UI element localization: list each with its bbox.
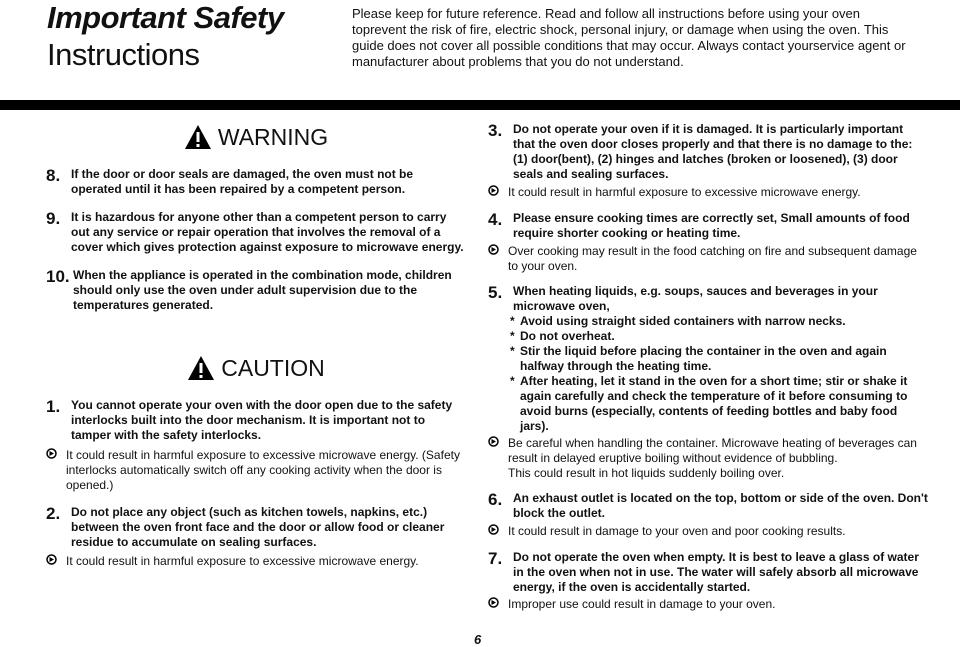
caution-heading-text: CAUTION: [221, 354, 325, 381]
item-text: You cannot operate your oven with the door open due to the safety interlocks built into the door mechanism. It is important not to tamper with the safety interlocks.: [71, 398, 453, 442]
item-5: [488, 284, 928, 314]
bullet-text: [508, 436, 928, 481]
item-5-star-4: * After heating, let it stand in the oven for a short time; stir or shake it again carefully and check the temperature of it before consuming to avoid burns (especially, contents of feeding bottles and baby food jars).: [488, 374, 928, 434]
item-number: 2.: [46, 504, 61, 523]
item-4-bullet: [488, 244, 928, 274]
item-3-bullet: [488, 185, 928, 201]
item-number: 9.: [46, 209, 61, 228]
item-7-bullet: [488, 597, 928, 613]
caution-item-2-bullet: [46, 554, 466, 570]
arrow-circle-icon: [46, 554, 66, 570]
warning-triangle-icon: [184, 124, 212, 150]
item-5-star-1: * Avoid using straight sided containers with narrow necks.: [488, 314, 928, 329]
item-text: If the door or door seals are damaged, the oven must not be operated until it has been repaired by a competent person.: [71, 167, 414, 196]
star-text: Stir the liquid before placing the container in the oven and again halfway through the heating time.: [520, 344, 887, 373]
item-number: 8.: [46, 166, 61, 185]
caution-item-1: [46, 398, 466, 443]
caution-heading: [106, 353, 406, 383]
item-5-star-3: * Stir the liquid before placing the container in the oven and again halfway through the heating time.: [488, 344, 928, 374]
item-text: Do not operate the oven when empty. It is best to leave a glass of water in the oven when not in use. The water will safely absorb all microwave energy, if the oven is accidentally started.: [513, 550, 919, 594]
warning-item-9: [46, 210, 466, 255]
item-number: 4.: [488, 210, 503, 229]
title-line-1: Important Safety: [47, 0, 284, 35]
item-6-bullet: [488, 524, 928, 540]
bullet-text: Over cooking may result in the food catching on fire and subsequent damage to your oven.: [508, 244, 917, 273]
item-number: 10.: [46, 267, 70, 286]
bullet-text-extra: This could result in hot liquids suddenly boiling over.: [508, 466, 785, 480]
item-3: [488, 122, 928, 182]
arrow-circle-icon: [488, 597, 508, 613]
intro-paragraph: Please keep for future reference. Read and follow all instructions before using your oven toprevent the risk of fire, electric shock, personal injury, or damage when using the oven. This guide does not cover all possible conditions that may occur. Always contact yourservice agent or manufacturer about problems that you do not understand.: [352, 6, 906, 69]
warning-heading: [106, 122, 406, 152]
star-text: Avoid using straight sided containers with narrow necks.: [520, 314, 846, 328]
caution-item-1-bullet: [46, 448, 466, 493]
arrow-circle-icon: [46, 448, 66, 493]
item-number: 6.: [488, 490, 503, 509]
item-text: Do not place any object (such as kitchen towels, napkins, etc.) between the oven front face and the door or allow food or cleaner residue to accumulate on sealing surfaces.: [71, 505, 445, 549]
right-column: [488, 122, 928, 613]
bullet-text: Improper use could result in damage to your oven.: [508, 597, 776, 611]
title-line-2: Instructions: [47, 37, 200, 72]
arrow-circle-icon: [488, 185, 508, 201]
item-7: [488, 550, 928, 595]
star-text: Do not overheat.: [520, 329, 615, 343]
bullet-text-main: Be careful when handling the container. Microwave heating of beverages can result in delayed eruptive boiling without evidence of bubbling.: [508, 436, 917, 465]
left-column: [46, 122, 466, 570]
item-5-star-2: * Do not overheat.: [488, 329, 928, 344]
bullet-text: It could result in harmful exposure to excessive microwave energy.: [508, 185, 861, 199]
arrow-circle-icon: [488, 244, 508, 274]
item-number: 3.: [488, 121, 503, 140]
item-text: An exhaust outlet is located on the top, bottom or side of the oven. Don't block the outlet.: [513, 491, 928, 520]
warning-item-10: [46, 268, 466, 313]
caution-item-2: [46, 505, 466, 550]
header-divider: [0, 100, 960, 110]
item-text: When heating liquids, e.g. soups, sauces and beverages in your microwave oven,: [513, 284, 878, 313]
star-text: After heating, let it stand in the oven for a short time; stir or shake it again carefully and check the temperature of it before consuming to avoid burns (especially, contents of feeding bottles and baby food jars).: [520, 374, 908, 433]
bullet-text: It could result in harmful exposure to excessive microwave energy. (Safety interlocks automatically switch off any cooking activity when the door is opened.): [66, 448, 460, 492]
item-text: It is hazardous for anyone other than a competent person to carry out any service or repair operation that involves the removal of a cover which gives protection against exposure to microwave energy.: [71, 210, 464, 254]
item-4: [488, 211, 928, 241]
page-number: 6: [474, 632, 482, 647]
item-5-bullet: [488, 436, 928, 481]
arrow-circle-icon: [488, 436, 508, 481]
warning-heading-text: WARNING: [217, 123, 329, 150]
bullet-text: It could result in harmful exposure to excessive microwave energy.: [66, 554, 419, 568]
bullet-text: It could result in damage to your oven and poor cooking results.: [508, 524, 846, 538]
arrow-circle-icon: [488, 524, 508, 540]
item-text: Please ensure cooking times are correctly set, Small amounts of food require shorter cooking or heating time.: [513, 211, 910, 240]
item-text: Do not operate your oven if it is damaged. It is particularly important that the oven door closes properly and that there is no damage to the: (1) door(bent), (2) hinges and latches (broken or loosened), (3) door seals and sealing surfaces.: [513, 122, 913, 181]
item-text: When the appliance is operated in the combination mode, children should only use the oven under adult supervision due to the temperatures generated.: [73, 268, 452, 312]
warning-triangle-icon: [187, 355, 215, 381]
page-title: [47, 2, 284, 70]
item-number: 5.: [488, 283, 503, 302]
warning-item-8: [46, 167, 466, 197]
item-6: [488, 491, 928, 521]
item-number: 7.: [488, 549, 503, 568]
item-number: 1.: [46, 397, 61, 416]
